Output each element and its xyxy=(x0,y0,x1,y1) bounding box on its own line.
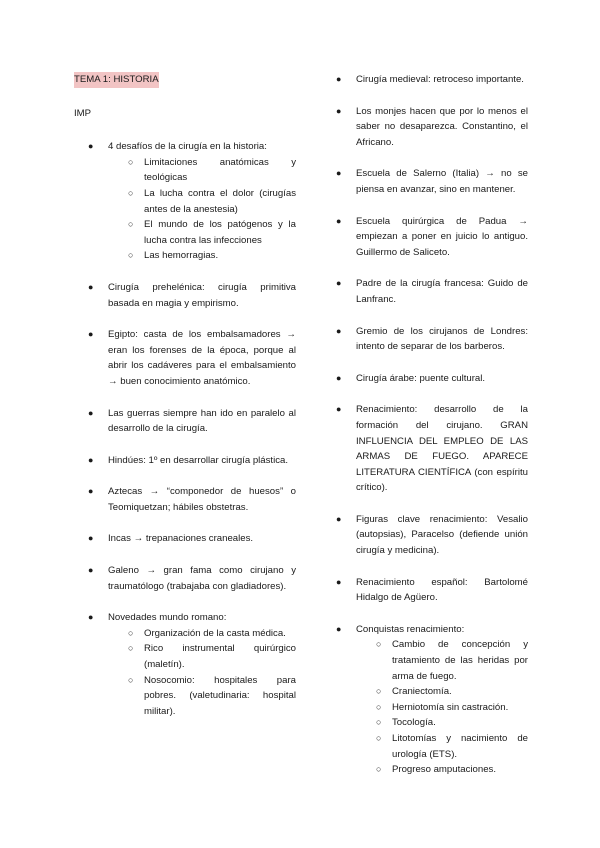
sub-bullet-item xyxy=(356,715,528,731)
sub-bullet-text: El mundo de los patógenos y la lucha contra las infecciones xyxy=(144,219,296,246)
bullet-text: Renacimiento: desarrollo de la formación del cirujano. GRAN INFLUENCIA DEL EMPLEO DE LAS ARMAS DE FUEGO. APARECE LITERATURA CIENTÍFICA (con espíritu crítico). xyxy=(356,404,528,494)
bullet-item xyxy=(322,276,528,307)
bullet-text: Aztecas → “componedor de huesos” o Teomiquetzan; hábiles obstetras. xyxy=(108,486,296,513)
bullet-item xyxy=(74,484,296,515)
bullet-dot-icon: ● xyxy=(336,372,342,383)
sub-bullet-text: Tocología. xyxy=(392,717,436,729)
sub-bullet-text: Litotomías y nacimiento de urología (ETS). xyxy=(392,733,528,760)
bullet-dot-icon: ● xyxy=(88,565,94,576)
sub-bullet-text: Las hemorragias. xyxy=(144,250,219,262)
bullet-item xyxy=(322,324,528,355)
circle-bullet-icon: ○ xyxy=(128,674,134,685)
bullet-dot-icon: ● xyxy=(88,612,94,623)
bullet-dot-icon: ● xyxy=(336,168,342,179)
sub-bullet-text: Craniectomía. xyxy=(392,686,452,698)
bullet-dot-icon: ● xyxy=(88,329,94,340)
bullet-text: Las guerras siempre han ido en paralelo al desarrollo de la cirugía. xyxy=(108,407,296,435)
sub-bullet-item xyxy=(356,762,528,778)
bullet-dot-icon: ● xyxy=(336,623,342,634)
bullet-dot-icon: ● xyxy=(336,325,342,336)
sub-bullet-text: Nosocomio: hospitales para pobres. (valetudinaria: hospital militar). xyxy=(144,674,296,717)
sub-bullet-text: Cambio de concepción y tratamiento de las heridas por arma de fuego. xyxy=(392,639,528,682)
bullet-dot-icon: ● xyxy=(88,533,94,544)
bullet-item xyxy=(322,214,528,261)
bullet-item xyxy=(74,453,296,469)
sub-bullet-text: Organización de la casta médica. xyxy=(144,627,286,639)
document-title: TEMA 1: HISTORIA xyxy=(74,72,159,88)
sub-bullet-item xyxy=(108,155,296,186)
bullet-item xyxy=(74,531,296,547)
circle-bullet-icon: ○ xyxy=(128,187,134,198)
sub-bullet-item xyxy=(108,626,296,642)
sub-bullet-item xyxy=(108,217,296,248)
circle-bullet-icon: ○ xyxy=(128,643,134,654)
bullet-item xyxy=(322,104,528,151)
sub-bullet-item xyxy=(108,673,296,720)
bullet-item xyxy=(74,139,296,264)
bullet-dot-icon: ● xyxy=(336,404,342,415)
bullet-item xyxy=(322,371,528,387)
bullet-text: Galeno → gran fama como cirujano y traumatólogo (trabajaba con gladiadores). xyxy=(108,565,296,592)
bullet-text: Hindúes: 1º en desarrollar cirugía plástica. xyxy=(108,454,289,466)
sub-bullet-list xyxy=(356,637,528,777)
bullet-text: Cirugía medieval: retroceso importante. xyxy=(356,74,524,85)
bullet-dot-icon: ● xyxy=(336,74,342,84)
bullet-text: Padre de la cirugía francesa: Guido de Lanfranc. xyxy=(356,278,528,305)
sub-bullet-item xyxy=(108,248,296,264)
sub-bullet-text: Herniotomía sin castración. xyxy=(392,701,509,713)
sub-bullet-item xyxy=(356,684,528,700)
bullet-text: Cirugía prehelénica: cirugía primitiva basada en magia y empirismo. xyxy=(108,281,296,309)
sub-bullet-text: Progreso amputaciones. xyxy=(392,764,496,776)
sub-bullet-text: Rico instrumental quirúrgico (maletín). xyxy=(144,643,296,671)
circle-bullet-icon: ○ xyxy=(376,764,382,775)
bullet-item xyxy=(74,327,296,389)
imp-label: IMP xyxy=(74,107,92,119)
circle-bullet-icon: ○ xyxy=(376,701,382,712)
bullet-item xyxy=(74,406,296,437)
right-column xyxy=(322,72,528,794)
left-column xyxy=(74,72,296,735)
bullet-text: Egipto: casta de los embalsamadores → eran los forenses de la época, porque al abrir los cadáveres para el embalsamiento → buen conocimiento anatómico. xyxy=(108,329,296,387)
bullet-dot-icon: ● xyxy=(88,454,94,465)
sub-bullet-item xyxy=(108,186,296,217)
bullet-text: Escuela de Salerno (Italia) → no se piensa en avanzar, sino en mantener. xyxy=(356,168,528,195)
sub-bullet-item xyxy=(356,700,528,716)
bullet-text: Novedades mundo romano: xyxy=(108,612,227,624)
bullet-dot-icon: ● xyxy=(88,281,94,292)
sub-bullet-list xyxy=(108,155,296,264)
bullet-item xyxy=(74,610,296,719)
sub-bullet-item xyxy=(356,637,528,684)
sub-bullet-item xyxy=(356,731,528,762)
bullet-text: Renacimiento español: Bartolomé Hidalgo de Agüero. xyxy=(356,576,528,604)
bullet-dot-icon: ● xyxy=(88,141,94,152)
circle-bullet-icon: ○ xyxy=(376,733,382,743)
circle-bullet-icon: ○ xyxy=(128,219,134,230)
bullet-item xyxy=(322,575,528,606)
bullet-text: Incas → trepanaciones craneales. xyxy=(108,533,254,545)
left-bullet-list xyxy=(74,139,296,719)
bullet-item xyxy=(322,402,528,496)
bullet-dot-icon: ● xyxy=(88,486,94,497)
bullet-item xyxy=(322,166,528,197)
bullet-text: Los monjes hacen que por lo menos el saber no desaparezca. Constantino, el Africano. xyxy=(356,105,528,148)
circle-bullet-icon: ○ xyxy=(128,627,134,638)
circle-bullet-icon: ○ xyxy=(128,156,134,167)
bullet-item xyxy=(322,72,528,88)
sub-bullet-text: Limitaciones anatómicas y teológicas xyxy=(144,156,296,184)
sub-bullet-list xyxy=(108,626,296,720)
circle-bullet-icon: ○ xyxy=(376,639,382,650)
circle-bullet-icon: ○ xyxy=(376,686,382,697)
bullet-item xyxy=(322,512,528,559)
bullet-dot-icon: ● xyxy=(336,105,342,116)
bullet-dot-icon: ● xyxy=(336,215,342,226)
circle-bullet-icon: ○ xyxy=(376,717,382,728)
bullet-dot-icon: ● xyxy=(336,576,342,587)
bullet-dot-icon: ● xyxy=(88,407,94,418)
bullet-text: 4 desafíos de la cirugía en la historia: xyxy=(108,141,267,153)
bullet-text: Gremio de los cirujanos de Londres: intento de separar de los barberos. xyxy=(356,325,528,353)
sub-bullet-text: La lucha contra el dolor (cirugías antes de la anestesia) xyxy=(144,187,296,215)
bullet-text: Conquistas renacimiento: xyxy=(356,623,465,635)
sub-bullet-item xyxy=(108,641,296,672)
bullet-item xyxy=(74,563,296,594)
bullet-text: Escuela quirúrgica de Padua → empiezan a poner en juicio lo antiguo. Guillermo de Saliceto. xyxy=(356,215,528,258)
bullet-text: Figuras clave renacimiento: Vesalio (autopsias), Paracelso (defiende unión cirugía y medicina). xyxy=(356,513,528,557)
bullet-dot-icon: ● xyxy=(336,278,342,289)
bullet-item xyxy=(322,622,528,778)
bullet-text: Cirugía árabe: puente cultural. xyxy=(356,372,486,384)
bullet-dot-icon: ● xyxy=(336,513,342,524)
right-bullet-list xyxy=(322,72,528,778)
bullet-item xyxy=(74,280,296,311)
circle-bullet-icon: ○ xyxy=(128,250,134,261)
